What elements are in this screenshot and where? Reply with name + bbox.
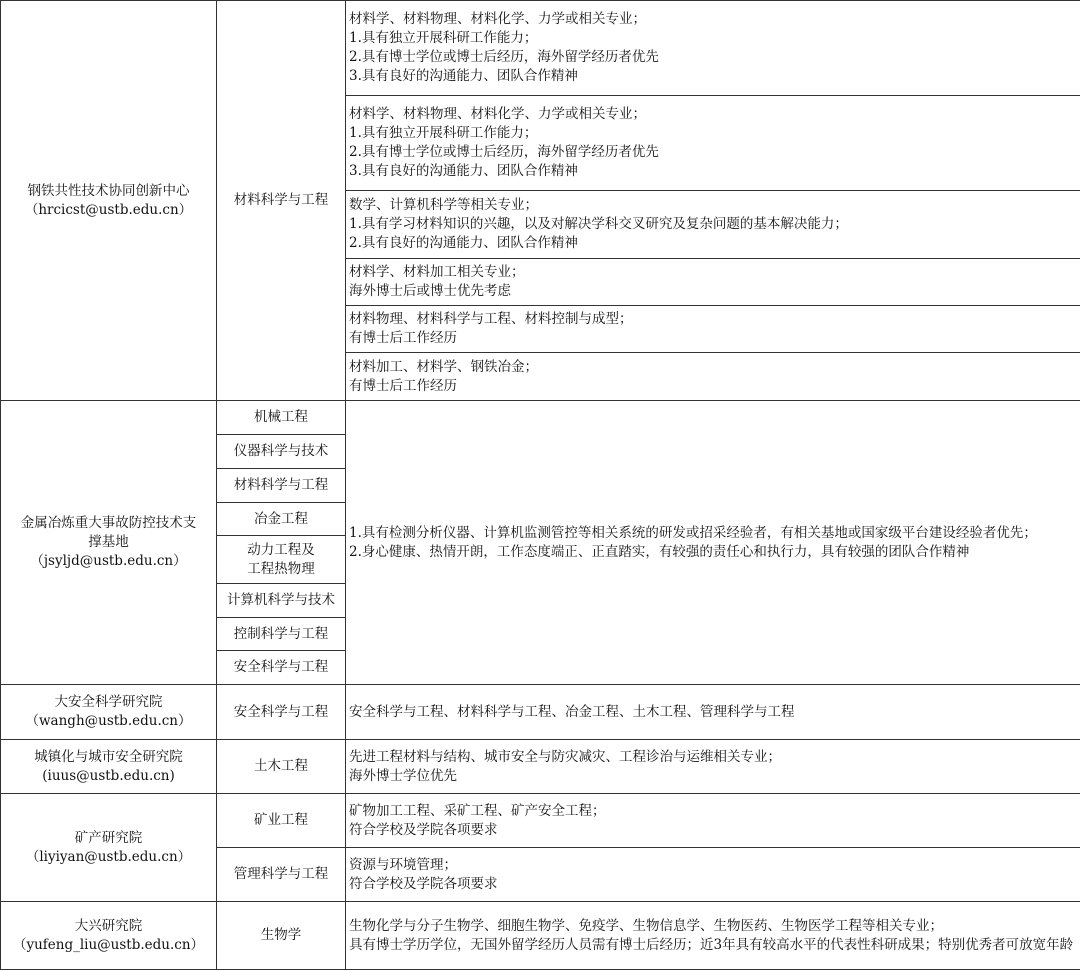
major-cell: 仪器科学与技术 <box>217 435 346 469</box>
unit-email: （liyiyan@ustb.edu.cn） <box>25 848 192 865</box>
requirement-cell: 矿物加工工程、采矿工程、矿产安全工程； 符合学校及学院各项要求 <box>346 794 1080 848</box>
major-cell: 机械工程 <box>217 401 346 435</box>
requirement-cell: 材料加工、材料学、钢铁冶金； 有博士后工作经历 <box>346 353 1080 401</box>
unit-name: 矿产研究院 <box>74 829 143 846</box>
unit-cell <box>1 401 217 685</box>
major-cell: 计算机科学与技术 <box>217 584 346 618</box>
unit-name: 大安全科学研究院 <box>54 694 163 710</box>
unit-name: 城镇化与城市安全研究院 <box>34 748 183 765</box>
unit-email: （jsyljd@ustb.edu.cn） <box>30 553 187 569</box>
unit-email: (iuus@ustb.edu.cn) <box>42 767 175 784</box>
requirement-cell: 生物化学与分子生物学、细胞生物学、免疫学、生物信息学、生物医药、生物医学工程等相关专业； 具有博士学历学位，无国外留学经历人员需有博士后经历；近3年具有较高水平的代表性科研成果；特别优秀者可放宽年龄 <box>346 902 1080 970</box>
major-cell: 材料科学与工程 <box>217 1 346 401</box>
unit-name: 钢铁共性技术协同创新中心 <box>27 182 190 199</box>
table-row <box>1 902 1080 970</box>
major-cell: 土木工程 <box>217 740 346 794</box>
table-row <box>1 401 1080 435</box>
unit-cell <box>1 1 217 401</box>
unit-email: （hrcicst@ustb.edu.cn） <box>24 201 193 218</box>
unit-cell <box>1 685 217 740</box>
major-cell: 矿业工程 <box>217 794 346 848</box>
requirement-cell: 材料学、材料物理、材料化学、力学或相关专业； 1.具有独立开展科研工作能力； 2.具有博士学位或博士后经历，海外留学经历者优先 3.具有良好的沟通能力、团队合作精神 <box>346 96 1080 191</box>
major-cell: 安全科学与工程 <box>217 685 346 740</box>
unit-email: （wangh@ustb.edu.cn） <box>25 713 192 729</box>
requirement-cell: 材料学、材料物理、材料化学、力学或相关专业； 1.具有独立开展科研工作能力； 2.具有博士学位或博士后经历，海外留学经历者优先 3.具有良好的沟通能力、团队合作精神 <box>346 1 1080 96</box>
unit-name-cont: 撑基地 <box>88 534 129 550</box>
major-cell: 生物学 <box>217 902 346 970</box>
requirement-cell: 材料学、材料加工相关专业； 海外博士后或博士优先考虑 <box>346 259 1080 306</box>
table-row <box>1 1 1080 96</box>
requirement-cell: 1.具有检测分析仪器、计算机监测管控等相关系统的研发或招采经验者，有相关基地或国家级平台建设经验者优先； 2.身心健康、热情开朗，工作态度端正、正直踏实，有较强的责任心和执行力，具有较强的团队合作精神 <box>346 401 1080 685</box>
requirement-cell: 安全科学与工程、材料科学与工程、冶金工程、土木工程、管理科学与工程 <box>346 685 1080 740</box>
unit-cell <box>1 902 217 970</box>
major-cell: 控制科学与工程 <box>217 618 346 651</box>
unit-name: 金属冶炼重大事故防控技术支 <box>20 515 197 531</box>
requirement-cell: 资源与环境管理； 符合学校及学院各项要求 <box>346 848 1080 902</box>
unit-name: 大兴研究院 <box>74 917 143 934</box>
unit-cell <box>1 740 217 794</box>
requirement-cell: 数学、计算机科学等相关专业； 1.具有学习材料知识的兴趣，以及对解决学科交叉研究及复杂问题的基本解决能力； 2.具有良好的沟通能力、团队合作精神 <box>346 191 1080 259</box>
major-cell: 材料科学与工程 <box>217 469 346 503</box>
major-cell: 管理科学与工程 <box>217 848 346 902</box>
table-row <box>1 685 1080 740</box>
major-cell: 安全科学与工程 <box>217 651 346 685</box>
major-cell: 冶金工程 <box>217 503 346 536</box>
requirement-cell: 先进工程材料与结构、城市安全与防灾减灾、工程诊治与运维相关专业； 海外博士学位优先 <box>346 740 1080 794</box>
requirement-cell: 材料物理、材料科学与工程、材料控制与成型； 有博士后工作经历 <box>346 306 1080 353</box>
major-cell: 动力工程及 工程热物理 <box>217 536 346 584</box>
unit-email: （yufeng_liu@ustb.edu.cn） <box>12 936 205 953</box>
table-row <box>1 740 1080 794</box>
table-row <box>1 794 1080 848</box>
unit-cell <box>1 794 217 902</box>
